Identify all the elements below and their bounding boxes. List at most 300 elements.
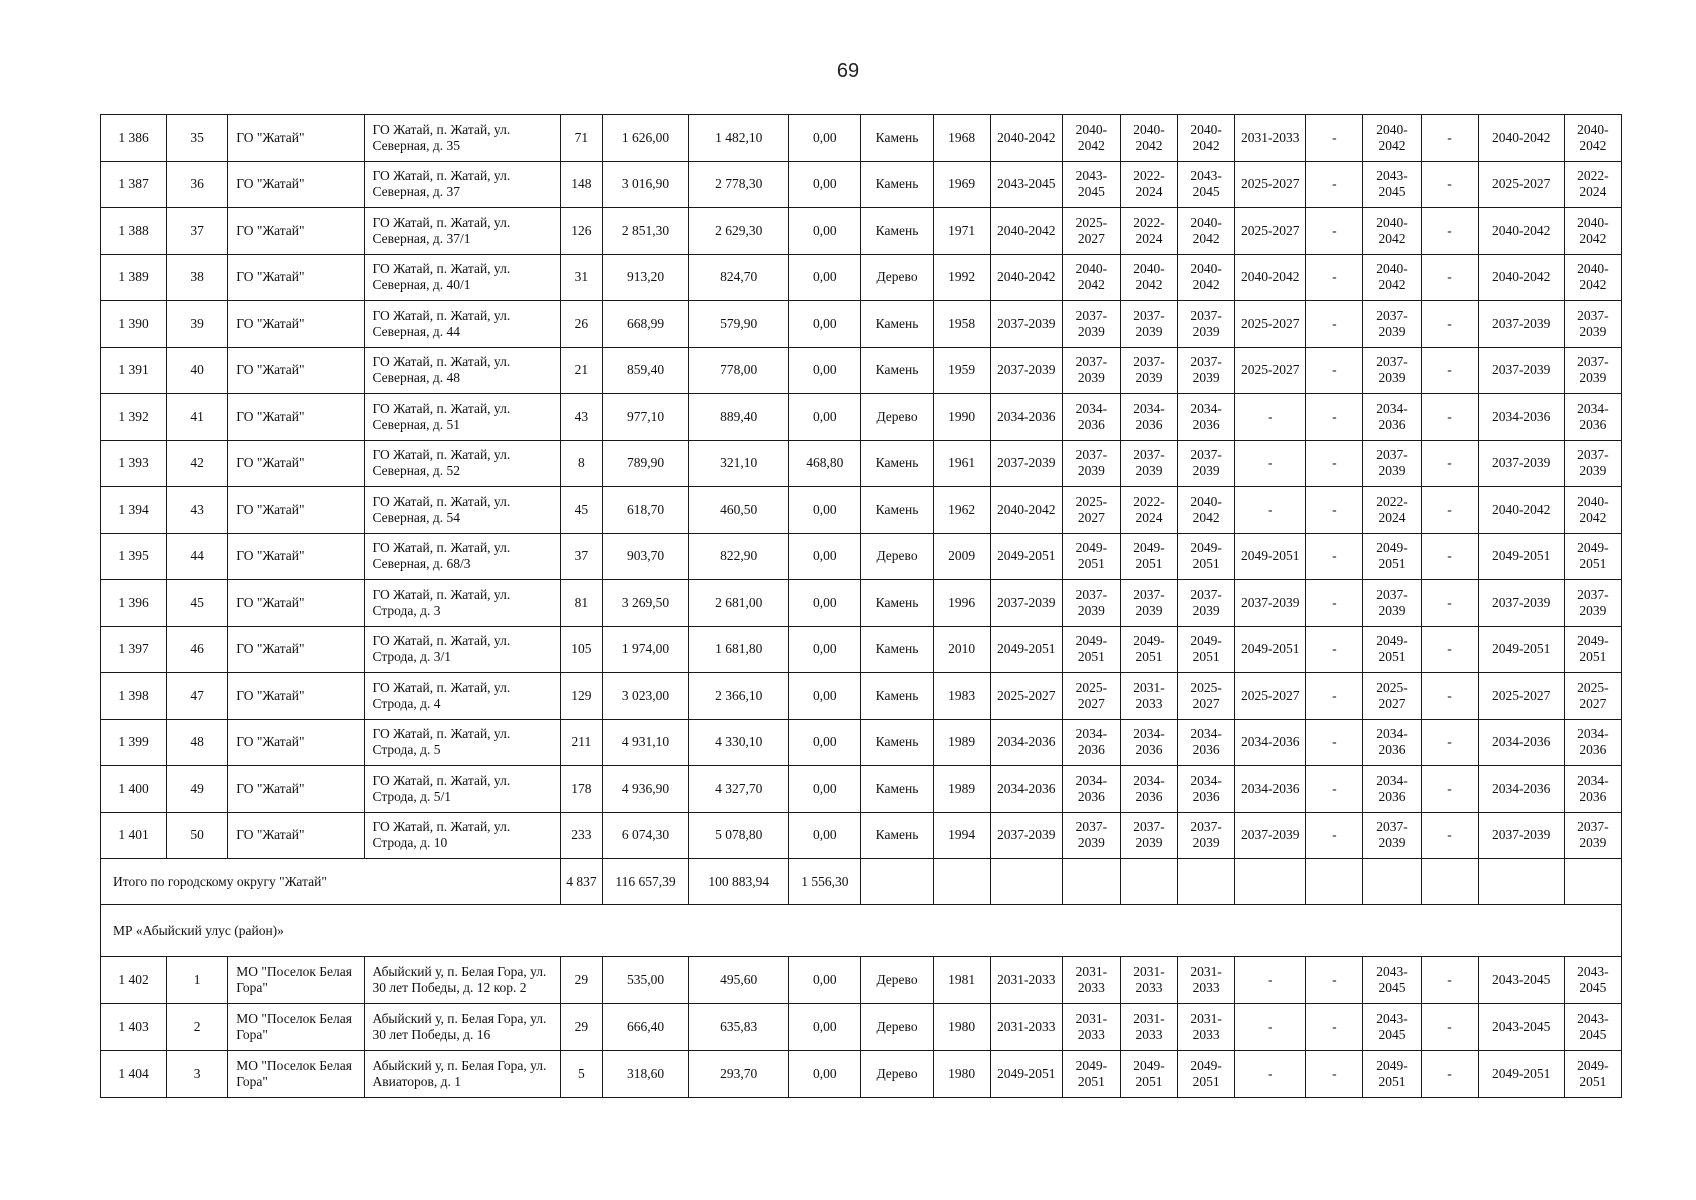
table-cell: 2049-2051 [1478, 1051, 1564, 1098]
table-cell: 1961 [933, 440, 990, 487]
table-cell: 2043-2045 [1178, 161, 1235, 208]
table-cell: 2040-2042 [1564, 115, 1621, 162]
table-cell: 1989 [933, 719, 990, 766]
table-cell: 2022-2024 [1363, 487, 1421, 534]
table-cell: 1 403 [101, 1004, 167, 1051]
table-cell: 4 936,90 [602, 766, 688, 813]
table-cell: - [1421, 161, 1478, 208]
table-cell: 2037-2039 [1478, 347, 1564, 394]
table-cell: 2031-2033 [990, 1004, 1062, 1051]
table-row [101, 208, 1622, 255]
table-cell: 2034-2036 [1120, 719, 1177, 766]
section-row [101, 905, 1622, 957]
table-cell: 26 [560, 301, 602, 348]
table-cell: ГО Жатай, п. Жатай, ул. Северная, д. 37 [364, 161, 560, 208]
table-cell: 2040-2042 [990, 254, 1062, 301]
table-cell: 0,00 [789, 533, 861, 580]
table-cell: Камень [861, 161, 933, 208]
table-cell: 36 [167, 161, 228, 208]
table-cell: 2049-2051 [1120, 1051, 1177, 1098]
table-cell: - [1306, 254, 1363, 301]
table-cell: 37 [560, 533, 602, 580]
table-cell: 822,90 [689, 533, 789, 580]
table-cell: 1990 [933, 394, 990, 441]
table-cell: 2049-2051 [1178, 1051, 1235, 1098]
empty-cell [1478, 859, 1564, 905]
table-cell: - [1421, 115, 1478, 162]
table-cell: 211 [560, 719, 602, 766]
table-cell: - [1306, 1004, 1363, 1051]
table-cell: 2049-2051 [1478, 533, 1564, 580]
table-cell: 1 395 [101, 533, 167, 580]
table-cell: 2037-2039 [1478, 580, 1564, 627]
table-row [101, 766, 1622, 813]
table-cell: Камень [861, 208, 933, 255]
table-cell: ГО Жатай, п. Жатай, ул. Северная, д. 48 [364, 347, 560, 394]
table-cell: ГО Жатай, п. Жатай, ул. Северная, д. 51 [364, 394, 560, 441]
table-cell: 2043-2045 [1363, 161, 1421, 208]
table-cell: 2034-2036 [1235, 766, 1306, 813]
table-cell: 5 078,80 [689, 812, 789, 859]
table-cell: - [1421, 394, 1478, 441]
table-cell: ГО "Жатай" [228, 347, 364, 394]
table-cell: МО "Поселок Белая Гора" [228, 1004, 364, 1051]
table-cell: 2 629,30 [689, 208, 789, 255]
table-cell: 43 [167, 487, 228, 534]
table-cell: 2025-2027 [1478, 161, 1564, 208]
table-cell: 2049-2051 [1363, 533, 1421, 580]
table-cell: 2037-2039 [1178, 812, 1235, 859]
table-cell: ГО Жатай, п. Жатай, ул. Строда, д. 5 [364, 719, 560, 766]
table-cell: 2034-2036 [1120, 766, 1177, 813]
table-cell: 0,00 [789, 812, 861, 859]
table-cell: 233 [560, 812, 602, 859]
table-cell: - [1306, 347, 1363, 394]
table-cell: 2040-2042 [1120, 115, 1177, 162]
table-cell: 2037-2039 [1478, 440, 1564, 487]
table-cell: 178 [560, 766, 602, 813]
table-row [101, 301, 1622, 348]
table-row [101, 719, 1622, 766]
table-cell: 668,99 [602, 301, 688, 348]
table-cell: 2043-2045 [990, 161, 1062, 208]
table-row [101, 1051, 1622, 1098]
table-cell: 2 778,30 [689, 161, 789, 208]
table-cell: 1 394 [101, 487, 167, 534]
table-row [101, 580, 1622, 627]
table-cell: 47 [167, 673, 228, 720]
table-cell: 41 [167, 394, 228, 441]
table-cell: 2037-2039 [1178, 347, 1235, 394]
table-cell: 2037-2039 [990, 812, 1062, 859]
table-cell: 1 401 [101, 812, 167, 859]
table-cell: 2034-2036 [1478, 394, 1564, 441]
table-cell: - [1421, 766, 1478, 813]
table-cell: Камень [861, 719, 933, 766]
table-cell: 2040-2042 [990, 115, 1062, 162]
table-cell: - [1421, 487, 1478, 534]
empty-cell [1564, 859, 1621, 905]
table-cell: 2043-2045 [1478, 1004, 1564, 1051]
table-cell: 1968 [933, 115, 990, 162]
table-row [101, 533, 1622, 580]
table-cell: ГО Жатай, п. Жатай, ул. Северная, д. 35 [364, 115, 560, 162]
table-cell: 2034-2036 [1062, 766, 1120, 813]
table-cell: 2049-2051 [990, 626, 1062, 673]
empty-cell [1178, 859, 1235, 905]
table-cell: 21 [560, 347, 602, 394]
table-cell: Камень [861, 440, 933, 487]
table-cell: ГО Жатай, п. Жатай, ул. Строда, д. 10 [364, 812, 560, 859]
table-cell: 0,00 [789, 161, 861, 208]
table-cell: 2049-2051 [1178, 533, 1235, 580]
table-cell: - [1421, 957, 1478, 1004]
table-row [101, 394, 1622, 441]
table-cell: 2037-2039 [1564, 301, 1621, 348]
table-row [101, 115, 1622, 162]
table-body [101, 115, 1622, 1098]
table-cell: 5 [560, 1051, 602, 1098]
table-cell: 1 404 [101, 1051, 167, 1098]
table-cell: 0,00 [789, 487, 861, 534]
table-cell: - [1421, 626, 1478, 673]
table-cell: 2009 [933, 533, 990, 580]
table-cell: 1 398 [101, 673, 167, 720]
table-cell: 126 [560, 208, 602, 255]
table-cell: 2031-2033 [1062, 957, 1120, 1004]
table-cell: ГО "Жатай" [228, 394, 364, 441]
empty-cell [1120, 859, 1177, 905]
table-cell: 2049-2051 [1564, 626, 1621, 673]
empty-cell [1421, 859, 1478, 905]
table-cell: 0,00 [789, 1051, 861, 1098]
table-cell: 2049-2051 [1564, 1051, 1621, 1098]
table-cell: 2043-2045 [1564, 1004, 1621, 1051]
table-cell: 2049-2051 [1062, 1051, 1120, 1098]
table-cell: - [1306, 626, 1363, 673]
table-cell: 2037-2039 [1363, 347, 1421, 394]
table-cell: 2034-2036 [1178, 766, 1235, 813]
table-cell: 0,00 [789, 301, 861, 348]
table-cell: 2037-2039 [1478, 812, 1564, 859]
table-cell: 1 397 [101, 626, 167, 673]
table-cell: 2037-2039 [990, 580, 1062, 627]
table-cell: ГО Жатай, п. Жатай, ул. Северная, д. 68/3 [364, 533, 560, 580]
table-cell: 2037-2039 [1363, 812, 1421, 859]
table-cell: 2025-2027 [1178, 673, 1235, 720]
table-cell: - [1421, 208, 1478, 255]
table-cell: Камень [861, 301, 933, 348]
table-cell: - [1306, 719, 1363, 766]
table-cell: МО "Поселок Белая Гора" [228, 957, 364, 1004]
table-cell: 2040-2042 [1478, 115, 1564, 162]
table-cell: 2049-2051 [1235, 533, 1306, 580]
table-cell: 2031-2033 [990, 957, 1062, 1004]
table-cell: 3 023,00 [602, 673, 688, 720]
table-cell: 105 [560, 626, 602, 673]
table-cell: 45 [560, 487, 602, 534]
table-cell: 2034-2036 [1062, 394, 1120, 441]
table-cell: 1994 [933, 812, 990, 859]
table-cell: Абыйский у, п. Белая Гора, ул. Авиаторов, д. 1 [364, 1051, 560, 1098]
table-cell: 2043-2045 [1062, 161, 1120, 208]
table-cell: - [1306, 673, 1363, 720]
table-cell: 318,60 [602, 1051, 688, 1098]
table-cell: 1 387 [101, 161, 167, 208]
table-cell: - [1235, 394, 1306, 441]
table-cell: 2034-2036 [1363, 719, 1421, 766]
table-cell: 2037-2039 [1235, 812, 1306, 859]
table-cell: 29 [560, 1004, 602, 1051]
table-cell: 2037-2039 [1178, 440, 1235, 487]
table-cell: 2043-2045 [1478, 957, 1564, 1004]
table-cell: ГО Жатай, п. Жатай, ул. Строда, д. 5/1 [364, 766, 560, 813]
table-cell: 903,70 [602, 533, 688, 580]
table-cell: 2037-2039 [1062, 440, 1120, 487]
table-cell: МО "Поселок Белая Гора" [228, 1051, 364, 1098]
register-table [100, 114, 1622, 1098]
table-cell: ГО "Жатай" [228, 719, 364, 766]
table-cell: - [1306, 301, 1363, 348]
table-cell: - [1306, 766, 1363, 813]
table-cell: - [1306, 161, 1363, 208]
table-cell: 789,90 [602, 440, 688, 487]
table-cell: Камень [861, 812, 933, 859]
table-cell: - [1421, 533, 1478, 580]
table-cell: - [1421, 440, 1478, 487]
table-cell: - [1306, 487, 1363, 534]
table-cell: 2037-2039 [1564, 812, 1621, 859]
table-cell: 129 [560, 673, 602, 720]
table-cell: 2 366,10 [689, 673, 789, 720]
table-cell: 2037-2039 [990, 347, 1062, 394]
table-cell: Дерево [861, 1051, 933, 1098]
table-row [101, 812, 1622, 859]
table-cell: - [1421, 673, 1478, 720]
table-cell: 0,00 [789, 208, 861, 255]
table-cell: 1 392 [101, 394, 167, 441]
table-cell: 2031-2033 [1120, 957, 1177, 1004]
table-cell: 8 [560, 440, 602, 487]
table-cell: 2049-2051 [1120, 626, 1177, 673]
table-cell: 2049-2051 [1235, 626, 1306, 673]
table-cell: 1981 [933, 957, 990, 1004]
table-cell: 1 389 [101, 254, 167, 301]
total-row [101, 859, 1622, 905]
table-cell: 2022-2024 [1120, 161, 1177, 208]
table-cell: ГО "Жатай" [228, 673, 364, 720]
table-cell: 635,83 [689, 1004, 789, 1051]
table-cell: 2040-2042 [1564, 254, 1621, 301]
table-row [101, 161, 1622, 208]
table-cell: 2034-2036 [1178, 719, 1235, 766]
table-cell: 1971 [933, 208, 990, 255]
table-cell: 2031-2033 [1062, 1004, 1120, 1051]
table-cell: 2037-2039 [990, 440, 1062, 487]
table-cell: 0,00 [789, 254, 861, 301]
table-cell: 2037-2039 [1120, 301, 1177, 348]
table-cell: 824,70 [689, 254, 789, 301]
table-cell: 2031-2033 [1120, 673, 1177, 720]
table-cell: 2034-2036 [1178, 394, 1235, 441]
table-cell: - [1235, 957, 1306, 1004]
table-cell: 666,40 [602, 1004, 688, 1051]
table-cell: ГО Жатай, п. Жатай, ул. Строда, д. 3/1 [364, 626, 560, 673]
table-cell: 2010 [933, 626, 990, 673]
table-cell: 2037-2039 [1062, 301, 1120, 348]
table-cell: 4 327,70 [689, 766, 789, 813]
table-cell: 0,00 [789, 347, 861, 394]
table-cell: 2037-2039 [1363, 580, 1421, 627]
table-cell: ГО Жатай, п. Жатай, ул. Строда, д. 3 [364, 580, 560, 627]
table-cell: 913,20 [602, 254, 688, 301]
table-cell: ГО "Жатай" [228, 208, 364, 255]
table-cell: ГО Жатай, п. Жатай, ул. Северная, д. 37/1 [364, 208, 560, 255]
table-cell: 49 [167, 766, 228, 813]
table-cell: ГО Жатай, п. Жатай, ул. Строда, д. 4 [364, 673, 560, 720]
table-cell: 2025-2027 [1062, 487, 1120, 534]
table-cell: 46 [167, 626, 228, 673]
table-cell: 2043-2045 [1363, 1004, 1421, 1051]
table-cell: Дерево [861, 1004, 933, 1051]
table-cell: 495,60 [689, 957, 789, 1004]
table-cell: 1 400 [101, 766, 167, 813]
table-cell: Дерево [861, 957, 933, 1004]
table-cell: 2040-2042 [1178, 208, 1235, 255]
table-cell: - [1421, 1004, 1478, 1051]
table-cell: 1980 [933, 1051, 990, 1098]
table-cell: 3 016,90 [602, 161, 688, 208]
table-cell: 2037-2039 [1564, 580, 1621, 627]
table-cell: ГО "Жатай" [228, 115, 364, 162]
table-cell: ГО "Жатай" [228, 301, 364, 348]
empty-cell [990, 859, 1062, 905]
table-cell: 2037-2039 [1235, 580, 1306, 627]
table-cell: - [1306, 115, 1363, 162]
table-cell: 2040-2042 [1178, 115, 1235, 162]
table-cell: 1 386 [101, 115, 167, 162]
table-cell: 0,00 [789, 626, 861, 673]
table-cell: 293,70 [689, 1051, 789, 1098]
table-cell: 45 [167, 580, 228, 627]
table-cell: 31 [560, 254, 602, 301]
table-cell: 2040-2042 [1478, 487, 1564, 534]
table-cell: 859,40 [602, 347, 688, 394]
table-cell: Абыйский у, п. Белая Гора, ул. 30 лет Победы, д. 16 [364, 1004, 560, 1051]
table-cell: 535,00 [602, 957, 688, 1004]
table-cell: ГО "Жатай" [228, 580, 364, 627]
table-cell: 3 [167, 1051, 228, 1098]
table-cell: 2040-2042 [990, 208, 1062, 255]
table-cell: ГО "Жатай" [228, 440, 364, 487]
table-cell: 2034-2036 [1564, 766, 1621, 813]
table-cell: 2040-2042 [1363, 208, 1421, 255]
table-cell: 2025-2027 [1363, 673, 1421, 720]
table-cell: 2025-2027 [1564, 673, 1621, 720]
table-cell: ГО Жатай, п. Жатай, ул. Северная, д. 40/1 [364, 254, 560, 301]
table-cell: 2037-2039 [1120, 440, 1177, 487]
table-cell: 1 396 [101, 580, 167, 627]
table-cell: 4 330,10 [689, 719, 789, 766]
table-cell: 0,00 [789, 957, 861, 1004]
table-cell: 43 [560, 394, 602, 441]
table-cell: Дерево [861, 533, 933, 580]
empty-cell [1306, 859, 1363, 905]
table-cell: Камень [861, 626, 933, 673]
table-cell: 2034-2036 [990, 719, 1062, 766]
table-cell: 2037-2039 [1062, 347, 1120, 394]
table-cell: 2034-2036 [990, 766, 1062, 813]
table-cell: 4 931,10 [602, 719, 688, 766]
table-cell: 1 482,10 [689, 115, 789, 162]
table-cell: 1 974,00 [602, 626, 688, 673]
table-cell: 2034-2036 [1564, 719, 1621, 766]
table-cell: 44 [167, 533, 228, 580]
table-cell: 1 393 [101, 440, 167, 487]
table-cell: 2043-2045 [1363, 957, 1421, 1004]
table-cell: 889,40 [689, 394, 789, 441]
table-row [101, 1004, 1622, 1051]
table-cell: - [1306, 1051, 1363, 1098]
table-cell: 2037-2039 [1120, 347, 1177, 394]
table-cell: 2025-2027 [990, 673, 1062, 720]
section-title: МР «Абыйский улус (район)» [101, 905, 1622, 957]
table-cell: 2022-2024 [1120, 487, 1177, 534]
table-cell: - [1306, 580, 1363, 627]
total-value: 100 883,94 [689, 859, 789, 905]
table-cell: 2049-2051 [1564, 533, 1621, 580]
table-cell: - [1421, 254, 1478, 301]
table-cell: 2040-2042 [1478, 254, 1564, 301]
table-cell: 2040-2042 [1120, 254, 1177, 301]
table-cell: 39 [167, 301, 228, 348]
table-cell: 2049-2051 [1062, 626, 1120, 673]
table-cell: 48 [167, 719, 228, 766]
empty-cell [861, 859, 933, 905]
table-cell: 460,50 [689, 487, 789, 534]
table-cell: - [1306, 208, 1363, 255]
table-cell: ГО "Жатай" [228, 254, 364, 301]
table-cell: 618,70 [602, 487, 688, 534]
table-cell: - [1421, 580, 1478, 627]
table-cell: 2034-2036 [1478, 719, 1564, 766]
table-row [101, 626, 1622, 673]
table-cell: 2049-2051 [1363, 626, 1421, 673]
table-cell: - [1421, 347, 1478, 394]
table-cell: 2037-2039 [1478, 301, 1564, 348]
total-label: Итого по городскому округу "Жатай" [101, 859, 561, 905]
table-cell: 468,80 [789, 440, 861, 487]
table-cell: 778,00 [689, 347, 789, 394]
table-cell: 2049-2051 [1120, 533, 1177, 580]
page-number: 69 [836, 60, 860, 82]
table-cell: 2025-2027 [1062, 208, 1120, 255]
table-cell: 2022-2024 [1120, 208, 1177, 255]
table-cell: 1 399 [101, 719, 167, 766]
table-cell: 2043-2045 [1564, 957, 1621, 1004]
table-cell: 2025-2027 [1478, 673, 1564, 720]
table-cell: Абыйский у, п. Белая Гора, ул. 30 лет Победы, д. 12 кор. 2 [364, 957, 560, 1004]
table-cell: 2037-2039 [1120, 580, 1177, 627]
table-cell: 0,00 [789, 394, 861, 441]
table-cell: 2040-2042 [1178, 487, 1235, 534]
table-cell: Камень [861, 673, 933, 720]
table-cell: 2049-2051 [1363, 1051, 1421, 1098]
table-cell: 2 [167, 1004, 228, 1051]
table-cell: 2025-2027 [1235, 161, 1306, 208]
table-cell: 2025-2027 [1235, 673, 1306, 720]
table-cell: 2037-2039 [990, 301, 1062, 348]
